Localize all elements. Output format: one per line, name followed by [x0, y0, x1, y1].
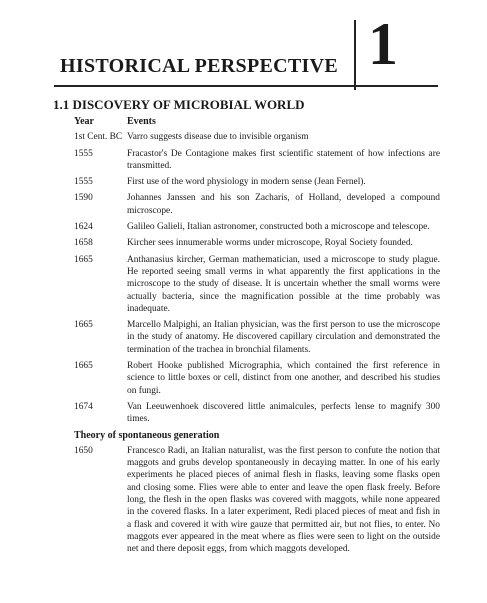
table-row [74, 401, 440, 426]
row-year: 1555 [74, 177, 93, 188]
table-header [74, 116, 440, 128]
row-event: Robert Hooke published Micrographia, which contained the first reference in science to little boxes or cell, distinct from one another, and described his studies on fungi. [127, 361, 440, 396]
row-year: 1658 [74, 238, 93, 249]
table-row [74, 445, 440, 556]
row-event: Marcello Malpighi, an Italian physician, was the first person to use the microscope in the study of anatomy. He discovered capillary circulation and demonstrated the termination of the trachea in bronchial filaments. [127, 320, 440, 355]
row-event: Kircher sees innumerable worms under microscope, Royal Society founded. [127, 238, 413, 249]
section-heading: 1.1 DISCOVERY OF MICROBIAL WORLD [53, 97, 305, 112]
row-event: Fracastor's De Contagione makes first scientific statement of how infections are transmitted. [127, 148, 440, 171]
row-year: 1665 [74, 361, 93, 372]
year-header: Year [74, 116, 94, 127]
row-event: Johannes Janssen and his son Zacharis, of Holland, developed a compound microscope. [127, 193, 440, 216]
chapter-vertical-rule [354, 20, 356, 90]
table-row [74, 254, 440, 315]
row-year: 1624 [74, 222, 93, 233]
table-row [74, 319, 440, 356]
table-row [74, 221, 440, 233]
events-header: Events [127, 116, 156, 127]
subsection-heading: Theory of spontaneous generation [74, 429, 220, 441]
chapter-rule [54, 85, 438, 87]
row-year: 1555 [74, 148, 93, 159]
table-row [74, 131, 440, 143]
row-event: Varro suggests disease due to invisible organism [127, 132, 309, 143]
chapter-number: 1 [368, 11, 398, 77]
row-event: First use of the word physiology in modern sense (Jean Fernel). [127, 177, 366, 188]
table-row [74, 148, 440, 173]
row-event: Van Leeuwenhoek discovered little animalcules, perfects lense to magnify 300 times. [127, 401, 440, 425]
row-year: 1590 [74, 193, 93, 204]
row-year: 1650 [74, 445, 93, 456]
row-event: Galileo Galieli, Italian astronomer, constructed both a microscope and telescope. [127, 222, 430, 233]
events-table [74, 116, 440, 560]
row-year: 1674 [74, 401, 93, 412]
row-year: 1665 [74, 320, 93, 331]
row-event: Anthanasius kircher, German mathematician, used a microscope to study plague. He reported seeing small verms in what apparently the first applications in the microscope to the study of disease. It is uncertain whether the small worms were actually bacteria, since the magnification possible at the time probably was inadequate. [127, 254, 440, 314]
row-event: Francesco Radi, an Italian naturalist, was the first person to confute the notion that maggots and grubs develop spontaneously in decaying matter. In one of his early experiments he placed pieces of animal flesh in flasks, leaving some flasks open and closing some. Flies were able to enter and leave the open flask freely. Before long, the flesh in the open flasks was covered with maggots, while none appeared in the covered flasks. In a later experiment, Redi placed pieces of meat and fish in a flask and covered it with wire gauze that permitted air, but not flies, to enter. No maggots ever appeared in the meat where as flies were seen to light on the outside net and there deposit eggs, from which maggots developed. [127, 445, 440, 555]
table-row [74, 360, 440, 397]
table-row [74, 237, 440, 249]
chapter-title: HISTORICAL PERSPECTIVE [60, 55, 338, 77]
row-year: 1665 [74, 254, 93, 265]
row-year: 1st Cent. BC [74, 132, 123, 143]
table-row [74, 192, 440, 217]
table-row [74, 176, 440, 188]
